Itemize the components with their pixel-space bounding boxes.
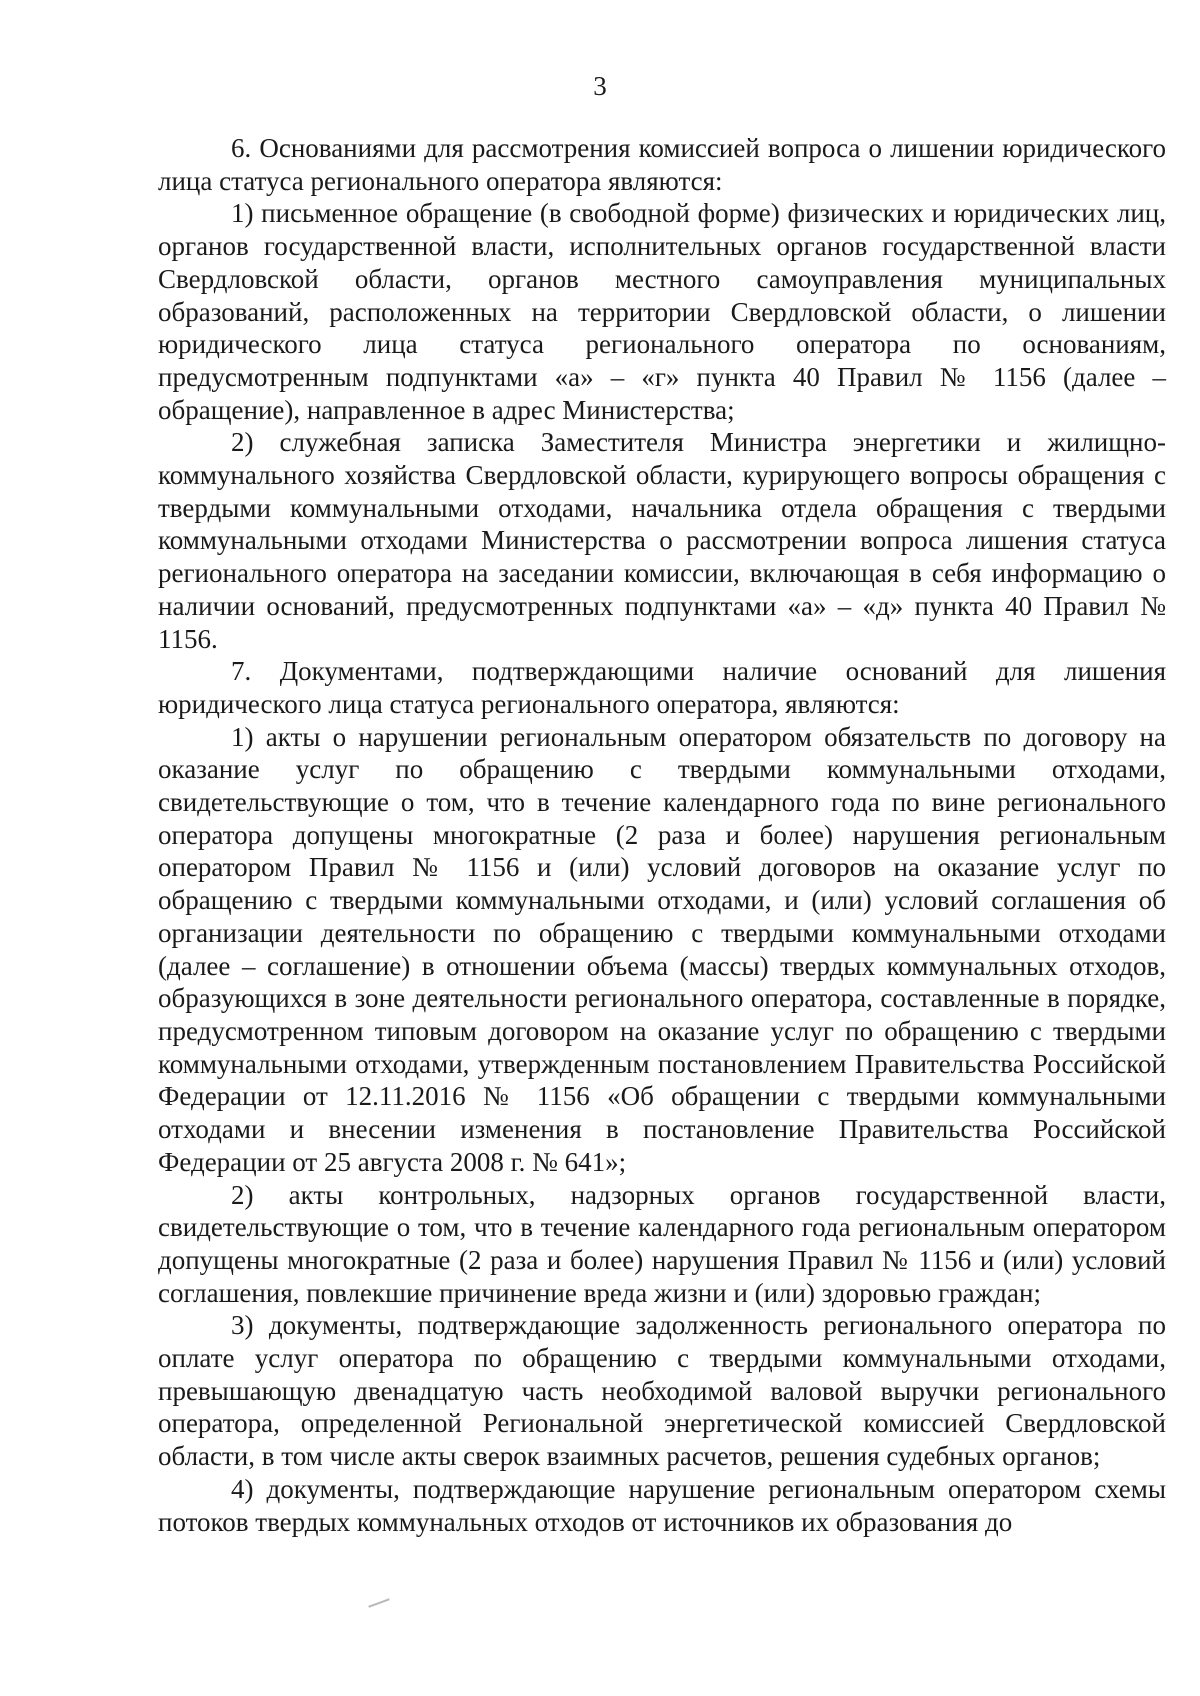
- paragraph-6-item-2: 2) служебная записка Заместителя Министра энергетики и жилищно-коммунального хозяйства Свердловской области, курирующего вопросы обращения с твердыми коммунальными отходами, начальника отдела обращения с твердыми коммунальными отходами Министерства о рассмотрении вопроса лишения статуса регионального оператора на заседании комиссии, включающая в себя информацию о наличии оснований, предусмотренных подпунктами «а» – «д» пункта 40 Правил № 1156.: [158, 427, 1166, 654]
- paragraph-7-intro: 7. Документами, подтверждающими наличие оснований для лишения юридического лица статуса регионального оператора, являются:: [158, 656, 1166, 719]
- page-number: 3: [593, 71, 607, 101]
- paragraph-6-item-1: 1) письменное обращение (в свободной форме) физических и юридических лиц, органов государственной власти, исполнительных органов государственной власти Свердловской области, органов местного самоуправления муниципальных образований, расположенных на территории Свердловской области, о лишении юридического лица статуса регионального оператора по основаниям, предусмотренным подпунктами «а» – «г» пункта 40 Правил № 1156 (далее – обращение), направленное в адрес Министерства;: [158, 198, 1166, 425]
- document-body: [158, 132, 1166, 1538]
- paragraph-6-intro: 6. Основаниями для рассмотрения комиссией вопроса о лишении юридического лица статуса регионального оператора являются:: [158, 133, 1166, 196]
- paragraph-7-item-3: 3) документы, подтверждающие задолженность регионального оператора по оплате услуг оператора по обращению с твердыми коммунальными отходами, превышающую двенадцатую часть необходимой валовой выручки регионального оператора, определенной Региональной энергетической комиссией Свердловской области, в том числе акты сверок взаимных расчетов, решения судебных органов;: [158, 1310, 1166, 1472]
- paragraph-7-item-1: 1) акты о нарушении региональным оператором обязательств по договору на оказание услуг по обращению с твердыми коммунальными отходами, свидетельствующие о том, что в течение календарного года по вине регионального оператора допущены многократные (2 раза и более) нарушения региональным оператором Правил № 1156 и (или) условий договоров на оказание услуг по обращению с твердыми коммунальными отходами, и (или) условий соглашения об организации деятельности по обращению с твердыми коммунальными отходами (далее – соглашение) в отношении объема (массы) твердых коммунальных отходов, образующихся в зоне деятельности регионального оператора, составленные в порядке, предусмотренном типовым договором на оказание услуг по обращению с твердыми коммунальными отходами, утвержденным постановлением Правительства Российской Федерации от 12.11.2016 № 1156 «Об обращении с твердыми коммунальными отходами и внесении изменения в постановление Правительства Российской Федерации от 25 августа 2008 г. № 641»;: [158, 721, 1166, 1177]
- scan-artifact: [368, 1598, 389, 1607]
- paragraph-7-item-4: 4) документы, подтверждающие нарушение региональным оператором схемы потоков твердых коммунальных отходов от источников их образования до: [158, 1473, 1166, 1537]
- paragraph-7-item-2: 2) акты контрольных, надзорных органов государственной власти, свидетельствующие о том, что в течение календарного года региональным оператором допущены многократные (2 раза и более) нарушения Правил № 1156 и (или) условий соглашения, повлекшие причинение вреда жизни и (или) здоровью граждан;: [158, 1179, 1166, 1308]
